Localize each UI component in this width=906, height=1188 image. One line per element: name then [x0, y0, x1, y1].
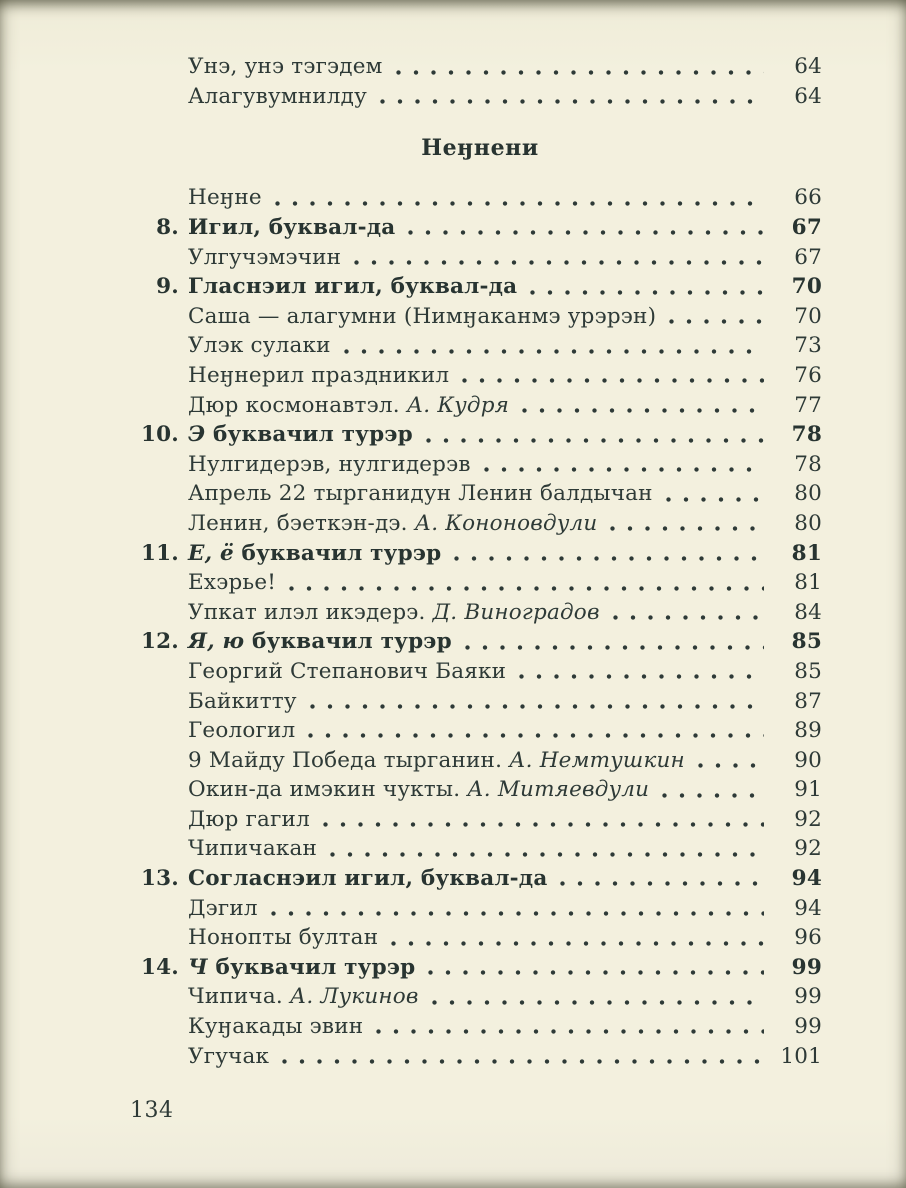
toc-entry	[138, 596, 822, 626]
entry-title: Игил, буквал-да	[188, 215, 396, 241]
toc-entry	[138, 388, 822, 418]
entry-page: 73	[794, 333, 822, 359]
entry-page: 99	[794, 1014, 822, 1040]
dot-leader	[613, 615, 764, 620]
dot-leader	[666, 497, 764, 502]
entry-page: 70	[791, 274, 822, 300]
entry-page: 85	[791, 629, 822, 655]
dot-leader	[354, 260, 764, 265]
entry-page: 91	[794, 777, 822, 803]
entry-number: 10.	[140, 422, 179, 448]
dot-leader	[462, 378, 764, 383]
dot-leader	[282, 1059, 764, 1064]
entry-page: 80	[794, 481, 822, 507]
entry-page: 94	[791, 866, 822, 892]
toc-entry	[138, 80, 822, 110]
entry-title: 9 Майду Победа тырганин. А. Немтушкин	[188, 747, 685, 773]
entry-page: 78	[791, 422, 822, 448]
entry-page: 67	[791, 215, 822, 241]
toc-entry	[138, 448, 822, 478]
dot-leader	[465, 645, 764, 650]
dot-leader	[376, 1029, 764, 1034]
toc-entry	[138, 891, 822, 921]
entry-page: 66	[794, 185, 822, 211]
dot-leader	[380, 99, 764, 104]
dot-leader	[330, 852, 764, 857]
entry-title: Улэк сулаки	[188, 333, 331, 359]
entry-title: Гласнэил игил, буквал-да	[188, 274, 518, 300]
dot-leader	[698, 763, 764, 768]
entry-page: 101	[780, 1043, 822, 1069]
entry-number: 9.	[156, 274, 179, 300]
entry-page: 87	[794, 688, 822, 714]
entry-title: Окин-да имэкин чукты. А. Митяевдули	[188, 777, 650, 803]
entry-title: Чипичакан	[188, 836, 318, 862]
toc-entry	[138, 862, 822, 892]
toc-entry	[138, 1010, 822, 1040]
dot-leader	[662, 793, 764, 798]
entry-title: Дюр космонавтэл. А. Кудря	[188, 392, 510, 418]
entry-number: 14.	[140, 954, 179, 980]
dot-leader	[396, 70, 764, 75]
dot-leader	[519, 674, 764, 679]
entry-title: Неӈнерил праздникил	[188, 362, 450, 388]
entry-title: Неӈне	[188, 185, 262, 211]
toc-entry	[138, 566, 822, 596]
entry-page: 78	[794, 451, 822, 477]
toc-entry	[138, 980, 822, 1010]
dot-leader	[530, 290, 764, 295]
table-of-contents	[138, 50, 822, 1069]
dot-leader	[560, 881, 764, 886]
entry-page: 99	[791, 954, 822, 980]
toc-entry	[138, 951, 822, 981]
toc-entry	[138, 418, 822, 448]
entry-title: Согласнэил игил, буквал-да	[188, 866, 548, 892]
entry-title: Апрель 22 тырганидун Ленин балдычан	[188, 481, 653, 507]
toc-entry	[138, 477, 822, 507]
entry-page: 81	[791, 540, 822, 566]
entry-title: Упкат илэл икэдерэ. Д. Виноградов	[188, 599, 600, 625]
toc-entry	[138, 655, 822, 685]
entry-title: Георгий Степанович Баяки	[188, 658, 507, 684]
entry-title: Улгучэмэчин	[188, 244, 342, 270]
dot-leader	[308, 733, 764, 738]
entry-number: 8.	[156, 215, 179, 241]
dot-leader	[432, 1000, 764, 1005]
entry-page: 76	[794, 362, 822, 388]
entry-title: Ехэрье!	[188, 570, 277, 596]
entry-title: Я, ю буквачил турэр	[188, 629, 452, 655]
entry-title: Нонопты бултан	[188, 925, 379, 951]
toc-list-main	[138, 181, 822, 1069]
toc-entry	[138, 625, 822, 655]
toc-entry	[138, 1039, 822, 1069]
dot-leader	[310, 704, 764, 709]
entry-page: 84	[794, 599, 822, 625]
entry-title: Байкитту	[188, 688, 297, 714]
toc-entry	[138, 507, 822, 537]
entry-page: 96	[794, 925, 822, 951]
dot-leader	[289, 586, 764, 591]
entry-page: 77	[794, 392, 822, 418]
dot-leader	[610, 526, 764, 531]
toc-entry	[138, 803, 822, 833]
toc-entry	[138, 240, 822, 270]
entry-title: Геологил	[188, 718, 296, 744]
entry-title: Ленин, бэеткэн-дэ. А. Кононовдули	[188, 510, 598, 536]
entry-page: 99	[794, 984, 822, 1010]
dot-leader	[426, 438, 764, 443]
entry-title: Алагувумнилду	[188, 83, 367, 109]
entry-title: Дэгил	[188, 895, 258, 921]
toc-entry	[138, 773, 822, 803]
entry-page: 92	[794, 806, 822, 832]
dot-leader	[344, 349, 764, 354]
toc-list-pre	[138, 50, 822, 109]
entry-page: 70	[794, 303, 822, 329]
entry-title: Э буквачил турэр	[188, 422, 413, 448]
dot-leader	[484, 467, 764, 472]
dot-leader	[271, 911, 764, 916]
toc-entry	[138, 300, 822, 330]
entry-page: 64	[794, 83, 822, 109]
entry-page: 94	[794, 895, 822, 921]
entry-title: Е, ё буквачил турэр	[188, 540, 442, 566]
dot-leader	[669, 319, 764, 324]
entry-page: 92	[794, 836, 822, 862]
entry-page: 67	[794, 244, 822, 270]
toc-entry	[138, 921, 822, 951]
entry-title: Унэ, унэ тэгэдем	[188, 54, 383, 80]
entry-title: Саша — алагумни (Нимӈаканмэ урэрэн)	[188, 303, 657, 329]
toc-entry	[138, 270, 822, 300]
entry-title: Чипича. А. Лукинов	[188, 984, 419, 1010]
dot-leader	[522, 408, 764, 413]
dot-leader	[275, 201, 764, 206]
toc-entry	[138, 536, 822, 566]
toc-entry	[138, 359, 822, 389]
entry-title: Угучак	[188, 1043, 270, 1069]
entry-page: 64	[794, 54, 822, 80]
toc-entry	[138, 211, 822, 241]
entry-page: 81	[794, 570, 822, 596]
toc-entry	[138, 684, 822, 714]
entry-title: Куӈакады эвин	[188, 1014, 364, 1040]
toc-entry	[138, 50, 822, 80]
entry-page: 89	[794, 718, 822, 744]
entry-number: 13.	[140, 866, 179, 892]
toc-entry	[138, 832, 822, 862]
entry-number: 12.	[140, 629, 179, 655]
toc-entry	[138, 714, 822, 744]
entry-page: 90	[794, 747, 822, 773]
entry-title: Дюр гагил	[188, 806, 310, 832]
toc-entry	[138, 743, 822, 773]
entry-page: 80	[794, 510, 822, 536]
entry-title: Нулгидерэв, нулгидерэв	[188, 451, 471, 477]
section-heading: Неӈнени	[421, 135, 539, 162]
dot-leader	[454, 556, 764, 561]
entry-page: 85	[794, 658, 822, 684]
dot-leader	[323, 822, 764, 827]
page-number: 134	[130, 1098, 174, 1123]
toc-entry	[138, 329, 822, 359]
dot-leader	[408, 230, 764, 235]
toc-entry	[138, 181, 822, 211]
dot-leader	[428, 970, 764, 975]
entry-title: Ч буквачил турэр	[188, 954, 416, 980]
entry-number: 11.	[140, 540, 179, 566]
dot-leader	[391, 941, 764, 946]
